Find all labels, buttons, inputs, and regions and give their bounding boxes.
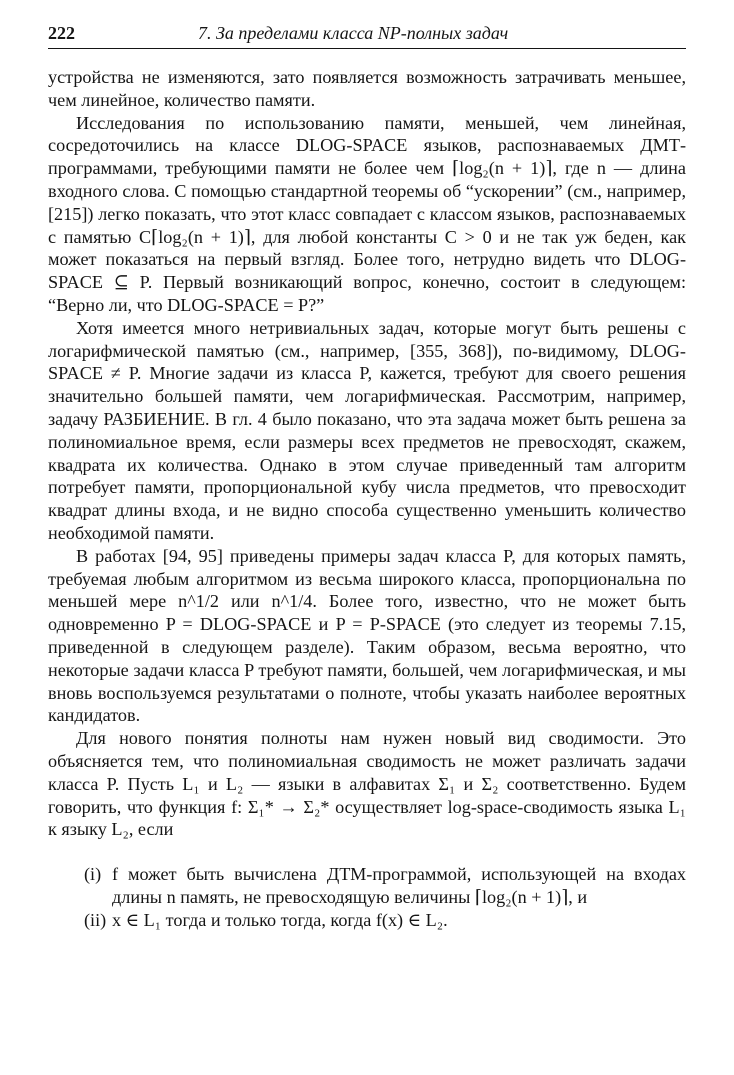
- paragraph-works: В работах [94, 95] приведены примеры задач класса P, для которых память, требуемая любым алгоритмом из весьма широкого класса, пропорциональна по меньшей мере n^1/2 или n^1/4. Более того, известно, что не может быть одновременно P = DLOG-SPACE и P = P-SPACE (это следует из теоремы 7.15, приведенной в следующем разделе). Таким образом, весьма вероятно, что некоторые задачи класса P требуют памяти, большей, чем логарифмическая, и мы вновь воспользуемся результатами о полноте, чтобы указать наиболее вероятных кандидатов.: [48, 545, 686, 726]
- list-item-text: f может быть вычислена ДТМ-программой, использующей на входах длины n память, не превосходящую величины ⌈log₂(n + 1)⌉, и: [112, 864, 686, 907]
- list-marker: (ii): [84, 909, 107, 930]
- page-number: 222: [48, 23, 75, 43]
- list-marker: (i): [84, 864, 102, 885]
- paragraph-reducibility: Для нового понятия полноты нам нужен новый вид сводимости. Это объясняется тем, что полиномиальная сводимость не может различать задачи класса P. Пусть L₁ и L₂ — языки в алфавитах Σ₁ и Σ₂ соответственно. Будем говорить, что функция f: Σ₁* → Σ₂* осуществляет log-space-сводимость языка L₁ к языку L₂, если: [48, 728, 686, 840]
- list-item: [48, 863, 686, 909]
- page-body: [48, 66, 686, 931]
- running-head: 7. За пределами класса NP-полных задач: [198, 23, 509, 43]
- paragraph-continuation: устройства не изменяются, зато появляется возможность затрачивать меньшее, чем линейное, количество памяти.: [48, 67, 686, 110]
- conditions-list: [48, 863, 686, 931]
- list-item-text: x ∈ L₁ тогда и только тогда, когда f(x) ∈ L₂.: [112, 909, 448, 930]
- paragraph-dlog-space: Исследования по использованию памяти, меньшей, чем линейная, сосредоточились на классе DLOG-SPACE языков, распознаваемых ДМТ-программами, требующими памяти не более чем ⌈log₂(n + 1)⌉, где n — длина входного слова. С помощью стандартной теоремы об “ускорении” (см., например, [215]) легко показать, что этот класс совпадает с классом языков, распознаваемых с памятью C⌈log₂(n + 1)⌉, для любой константы C > 0 и не так уж беден, как может показаться на первый взгляд. Более того, нетрудно видеть что DLOG-SPACE ⊆ P. Первый возникающий вопрос, конечно, состоит в следующем: “Верно ли, что DLOG-SPACE = P?”: [48, 112, 686, 315]
- list-item: [48, 909, 686, 932]
- page-header: [48, 22, 686, 49]
- paragraph-nontrivial-problems: Хотя имеется много нетривиальных задач, которые могут быть решены с логарифмической памятью (см., например, [355, 368]), по-видимому, DLOG-SPACE ≠ P. Многие задачи из класса P, кажется, требуют для своего решения значительно большей памяти, чем логарифмическая. Рассмотрим, например, задачу РАЗБИЕНИЕ. В гл. 4 было показано, что эта задача может быть решена за полиномиальное время, если размеры всех предметов не превосходят, скажем, квадрата их количества. Однако в этом случае приведенный там алгоритм потребует памяти, пропорциональной кубу числа предметов, что превосходит квадрат длины входа, и не видно способа существенно уменьшить количество необходимой памяти.: [48, 317, 686, 543]
